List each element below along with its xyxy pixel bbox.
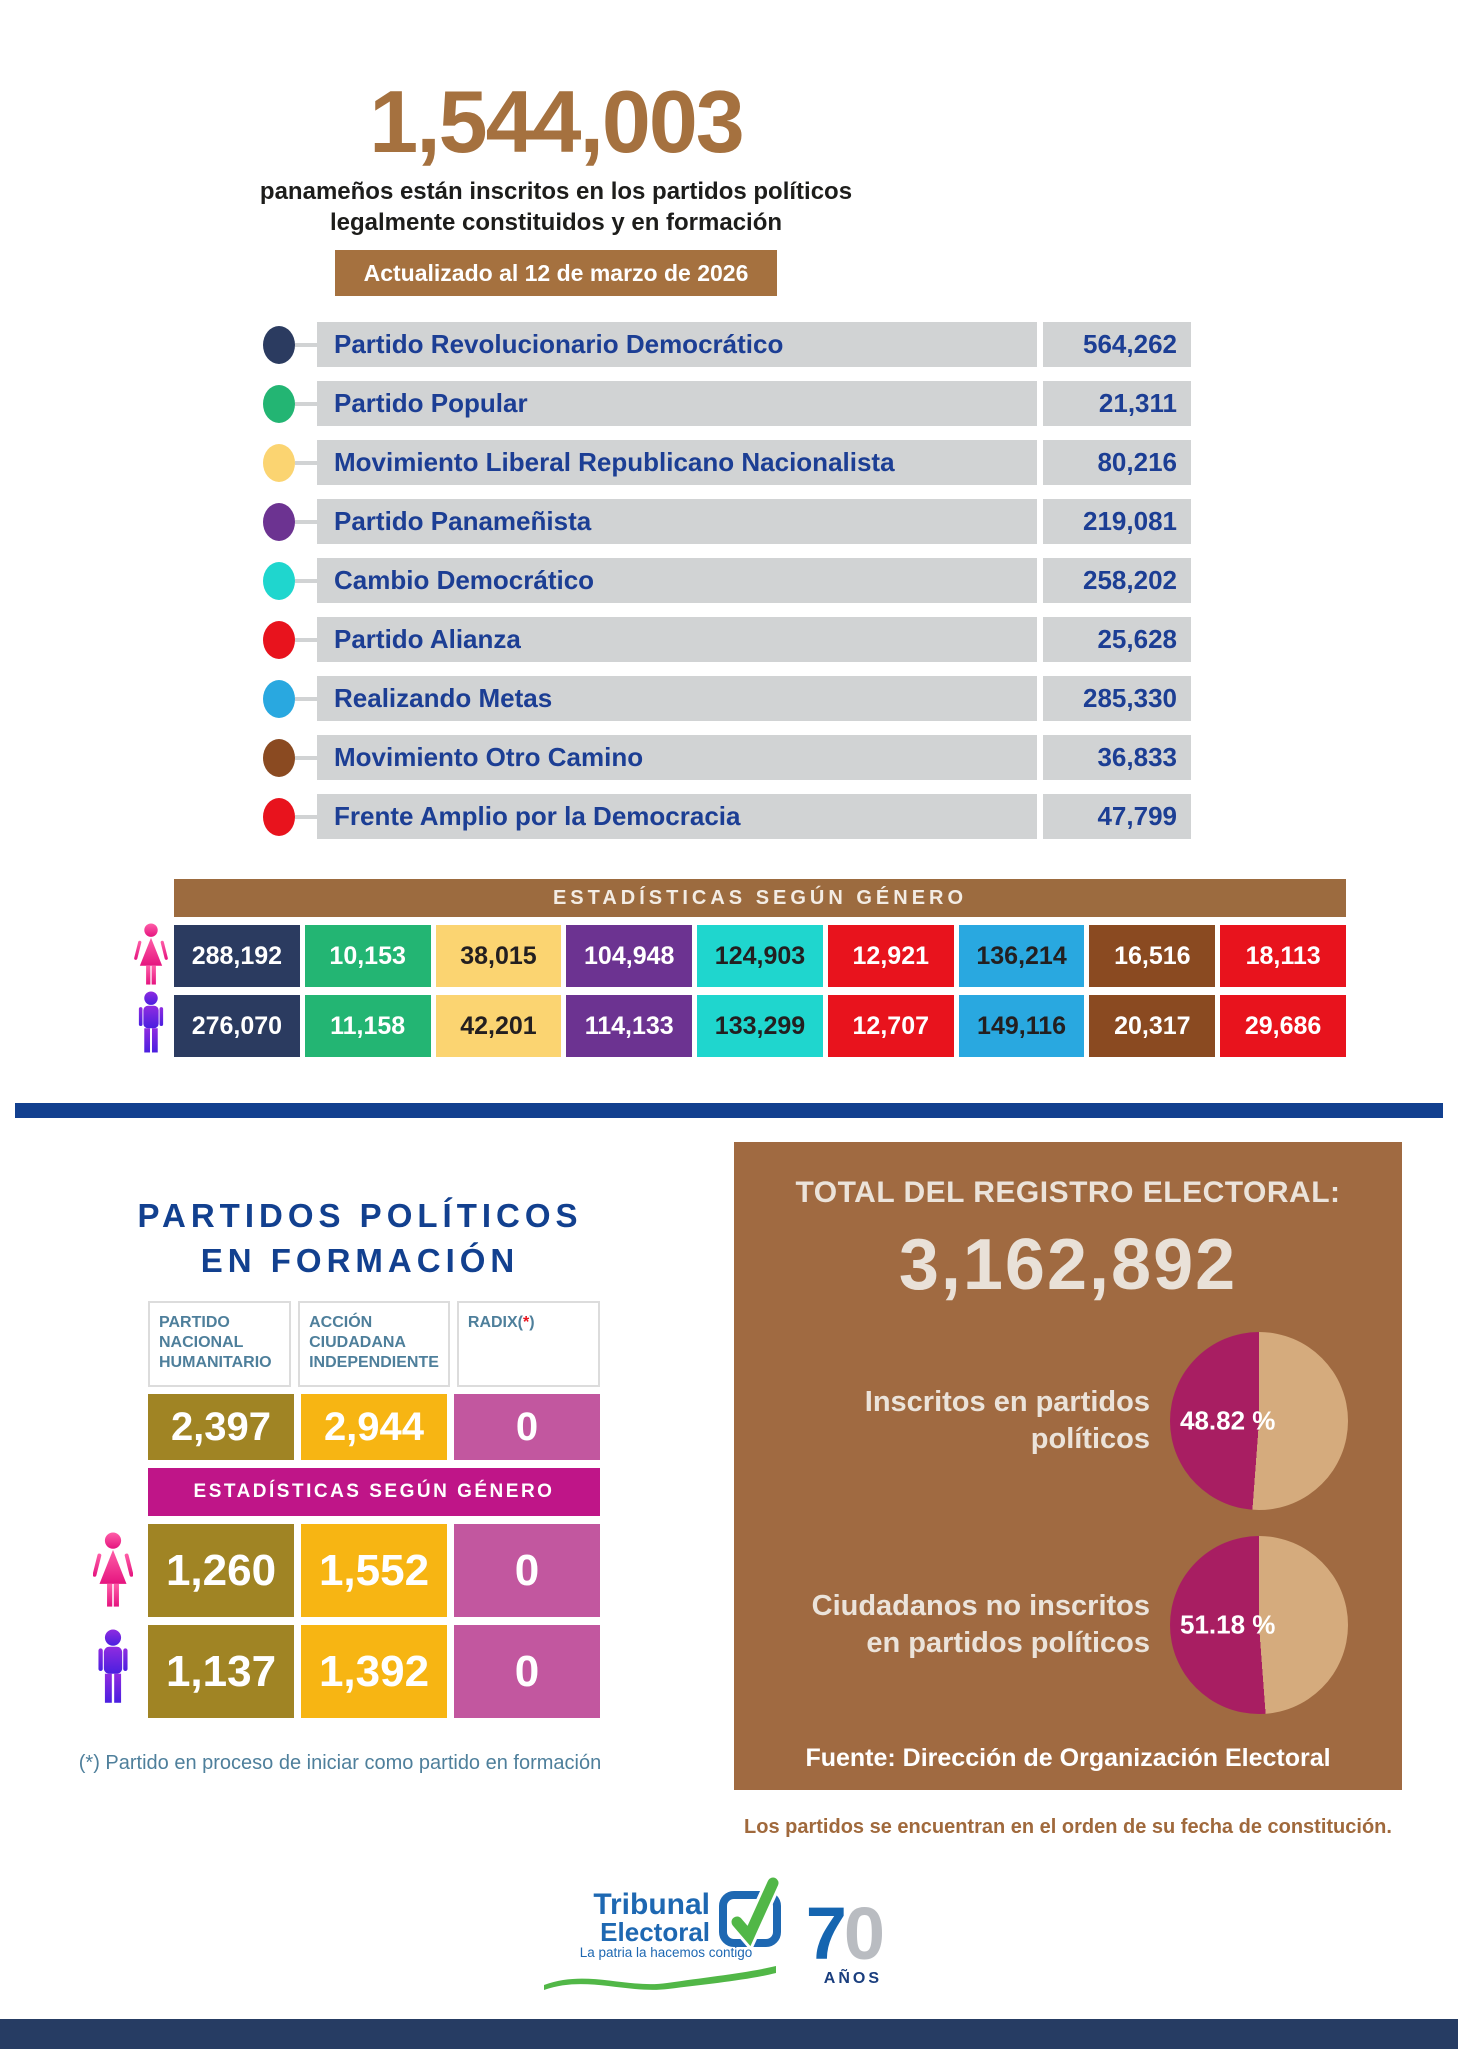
formation-headers [148,1301,600,1387]
gender-cell-female: 18,113 [1220,925,1346,987]
gender-cell-female: 16,516 [1089,925,1215,987]
formation-party-header: RADIX(*) [457,1301,600,1387]
formation-party-header: ACCIÓN CIUDADANA INDEPENDIENTE [298,1301,450,1387]
formation-male-value: 0 [454,1625,600,1718]
party-row [263,322,1191,367]
formation-party-header: PARTIDO NACIONAL HUMANITARIO [148,1301,291,1387]
formation-gender-title: ESTADÍSTICAS SEGÚN GÉNERO [148,1468,600,1516]
formation-total: 2,944 [301,1394,447,1460]
party-name: Partido Revolucionario Democrático [317,322,1037,367]
subtitle-line2: legalmente constituidos y en formación [329,209,783,237]
gender-cell-male: 276,070 [174,995,300,1057]
party-name: Realizando Metas [317,676,1037,721]
party-color-dot [263,444,295,482]
registry-box [734,1142,1402,1790]
party-name: Partido Alianza [317,617,1037,662]
green-swoosh [542,1963,778,1996]
dot-connector [295,461,317,465]
formation-male-value: 1,392 [301,1625,447,1718]
radix-footnote: (*) Partido en proceso de iniciar como partido en formación [78,1752,602,1775]
brand-line1: Tribunal [593,1888,710,1922]
party-color-dot [263,385,295,423]
gender-cell-male: 29,686 [1220,995,1346,1057]
bottom-section [60,1142,1402,1790]
party-row [263,735,1191,780]
pie-row-inscritos [764,1332,1372,1510]
pie-label: Ciudadanos no inscritos en partidos políticos [811,1589,1150,1660]
formation-total: 2,397 [148,1394,294,1460]
gender-cell-female: 124,903 [697,925,823,987]
constitution-order-note: Los partidos se encuentran en el orden de su fecha de constitución. [744,1816,1392,1839]
party-row [263,794,1191,839]
formation-row-male [148,1625,600,1718]
party-row [263,381,1191,426]
male-icon [134,993,168,1059]
party-name: Movimiento Otro Camino [317,735,1037,780]
dot-connector [295,756,317,760]
gender-statistics-band [128,879,1346,1063]
total-inscritos-headline: 1,544,003 [369,72,743,171]
registry-total: 3,162,892 [898,1225,1238,1306]
footer-navy-bar [0,2019,1458,2049]
gender-cell-female: 288,192 [174,925,300,987]
gender-icons-column [128,923,174,1063]
dot-connector [295,343,317,347]
party-total: 258,202 [1043,558,1191,603]
gender-row-female [174,925,1346,987]
header [0,0,1112,296]
gender-row-male [174,995,1346,1057]
gender-cell-male: 133,299 [697,995,823,1057]
party-color-dot [263,503,295,541]
party-total: 285,330 [1043,676,1191,721]
anniversary-label: AÑOS [823,1969,882,1987]
pie-percent-label: 48.82 % [1180,1405,1276,1436]
gender-cell-female: 136,214 [959,925,1085,987]
formation-title-line1: PARTIDOS POLÍTICOS [137,1197,583,1235]
registry-source: Fuente: Dirección de Organización Electoral [805,1744,1331,1773]
dot-connector [295,402,317,406]
anniversary-number [786,1892,882,1976]
gender-cell-female: 104,948 [566,925,692,987]
formation-section [60,1142,660,1775]
formation-title [60,1194,660,1283]
party-total: 80,216 [1043,440,1191,485]
gender-cell-male: 42,201 [436,995,562,1057]
party-total: 47,799 [1043,794,1191,839]
male-icon [90,1629,136,1713]
party-total: 36,833 [1043,735,1191,780]
party-total: 564,262 [1043,322,1191,367]
pie-chart-no-inscritos [1170,1536,1348,1714]
gender-cell-male: 149,116 [959,995,1085,1057]
dot-connector [295,815,317,819]
subtitle-line1: panameños están inscritos en los partidos políticos [259,178,853,205]
gender-cell-female: 38,015 [436,925,562,987]
dot-connector [295,520,317,524]
digit-7: 7 [805,1892,844,1976]
dot-connector [295,697,317,701]
female-icon [90,1532,136,1612]
party-row [263,499,1191,544]
party-color-dot [263,326,295,364]
dot-connector [295,638,317,642]
party-color-dot [263,680,295,718]
gender-statistics-title: ESTADÍSTICAS SEGÚN GÉNERO [174,879,1346,917]
digit-0: 0 [843,1892,882,1976]
party-total: 25,628 [1043,617,1191,662]
logo-slogan: La patria la hacemos contigo [579,1945,753,1961]
formation-female-value: 1,260 [148,1524,294,1617]
brand-line2: Electoral [600,1916,710,1947]
gender-cell-female: 12,921 [828,925,954,987]
party-list [263,322,1191,839]
gender-cell-male: 20,317 [1089,995,1215,1057]
gender-cell-male: 11,158 [305,995,431,1057]
tribunal-electoral-logo [574,1883,884,2001]
party-total: 21,311 [1043,381,1191,426]
party-row [263,676,1191,721]
party-color-dot [263,739,295,777]
party-row [263,558,1191,603]
pie-chart-inscritos [1170,1332,1348,1510]
dot-connector [295,579,317,583]
party-name: Movimiento Liberal Republicano Nacionalista [317,440,1037,485]
formation-title-line2: EN FORMACIÓN [200,1241,520,1279]
updated-date-banner: Actualizado al 12 de marzo de 2026 [335,250,777,296]
party-row [263,617,1191,662]
party-name: Partido Popular [317,381,1037,426]
headline-subtitle [0,176,1112,238]
gender-cell-male: 114,133 [566,995,692,1057]
party-color-dot [263,798,295,836]
gender-cell-female: 10,153 [305,925,431,987]
party-color-dot [263,562,295,600]
formation-row-female [148,1524,600,1617]
party-name: Partido Panameñista [317,499,1037,544]
section-divider [15,1103,1443,1118]
gender-main [174,879,1346,1063]
pie-percent-label: 51.18 % [1180,1609,1276,1640]
formation-total: 0 [454,1394,600,1460]
formation-female-value: 0 [454,1524,600,1617]
formation-table [148,1301,600,1718]
gender-cell-male: 12,707 [828,995,954,1057]
pie-label: Inscritos en partidos políticos [864,1385,1150,1456]
formation-male-value: 1,137 [148,1625,294,1718]
party-name: Cambio Democrático [317,558,1037,603]
pie-row-no-inscritos [764,1536,1372,1714]
party-name: Frente Amplio por la Democracia [317,794,1037,839]
female-icon [134,923,168,989]
anniversary-70 [786,1892,882,1988]
brand-text [574,1888,710,1947]
registry-title: TOTAL DEL REGISTRO ELECTORAL: [795,1176,1341,1210]
party-color-dot [263,621,295,659]
party-row [263,440,1191,485]
formation-totals [148,1394,600,1460]
party-total: 219,081 [1043,499,1191,544]
formation-female-value: 1,552 [301,1524,447,1617]
